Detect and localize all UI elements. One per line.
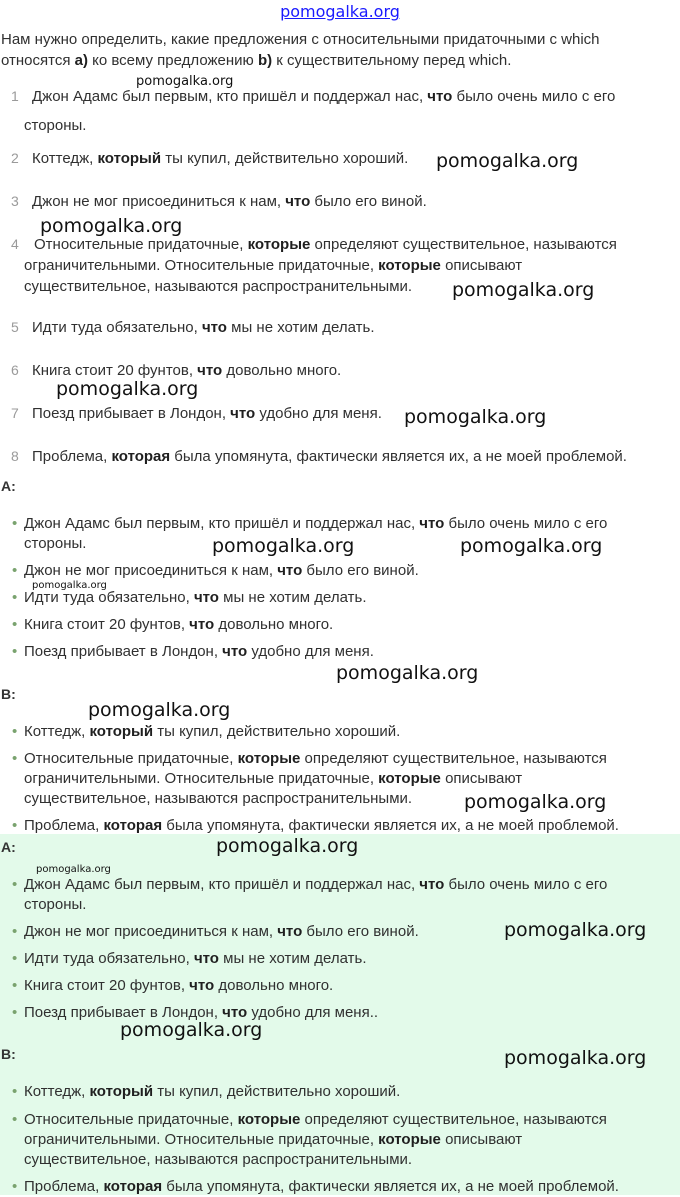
text: ограничительными. Относительные придаточные, — [24, 257, 379, 274]
item-number: 4 — [11, 236, 19, 252]
item-text — [24, 1082, 672, 1102]
text: Книга стоит 20 фунтов, — [24, 616, 190, 633]
watermark: pomogalka.org — [136, 74, 234, 89]
keyword: что — [277, 562, 303, 579]
item-text — [32, 403, 672, 424]
keyword: который — [89, 723, 154, 740]
text: Поезд прибывает в Лондон, — [32, 405, 231, 422]
watermark: pomogalka.org — [504, 1047, 647, 1069]
watermark: pomogalka.org — [120, 1019, 263, 1041]
bullet-icon: • — [12, 923, 18, 940]
text: ограничительными. Относительные придаточные, — [24, 1131, 379, 1148]
text: определяют существительное, называются — [310, 236, 617, 253]
text: довольно много. — [214, 616, 334, 633]
intro-b-marker: b) — [257, 52, 273, 69]
text: стороны. — [24, 117, 87, 134]
text: довольно много. — [214, 977, 334, 994]
text: Проблема, — [32, 448, 112, 465]
text: Идти туда обязательно, — [24, 950, 194, 967]
keyword: что — [285, 193, 311, 210]
text: описывают — [440, 770, 523, 787]
item-text — [32, 191, 672, 212]
bullet-icon: • — [12, 589, 18, 606]
intro-text: относятся — [1, 52, 75, 69]
item-text — [24, 561, 672, 581]
keyword: что — [193, 589, 219, 606]
watermark: pomogalka.org — [56, 378, 199, 400]
bullet-icon: • — [12, 723, 18, 740]
text: Книга стоит 20 фунтов, — [24, 977, 190, 994]
item-number: 1 — [11, 88, 19, 104]
text: описывают — [440, 257, 523, 274]
bullet-icon: • — [12, 1111, 18, 1128]
bullet-icon: • — [12, 643, 18, 660]
item-number: 5 — [11, 319, 19, 335]
text: стороны. — [24, 535, 87, 552]
text: Идти туда обязательно, — [24, 589, 194, 606]
keyword: что — [193, 950, 219, 967]
text: была упомянута, фактически является их, а не моей проблемой. — [162, 817, 619, 834]
keyword: который — [97, 150, 162, 167]
text: Джон не мог присоединиться к нам, — [24, 923, 278, 940]
text: было его виной. — [302, 562, 419, 579]
item-text — [24, 1177, 672, 1197]
item-text — [32, 446, 672, 467]
text: ты купил, действительно хороший. — [153, 1083, 401, 1100]
site-link[interactable]: pomogalka.org — [280, 2, 400, 21]
keyword: которые — [237, 1111, 301, 1128]
text: Поезд прибывает в Лондон, — [24, 1004, 223, 1021]
task-intro — [1, 29, 677, 71]
keyword: что — [189, 616, 215, 633]
text: Книга стоит 20 фунтов, — [32, 362, 198, 379]
text: стороны. — [24, 896, 87, 913]
keyword: что — [419, 876, 445, 893]
intro-line-1: Нам нужно определить, какие предложения с относительными придаточными с which — [1, 31, 600, 48]
keyword: что — [197, 362, 223, 379]
keyword: которая — [103, 817, 163, 834]
item-text — [24, 722, 672, 742]
group-a-header: A: — [1, 839, 16, 855]
item-text — [24, 1110, 672, 1170]
text: удобно для меня. — [247, 643, 374, 660]
keyword: что — [189, 977, 215, 994]
item-text — [24, 816, 672, 836]
text: удобно для меня.. — [247, 1004, 379, 1021]
item-number: 8 — [11, 448, 19, 464]
text: описывают — [440, 1131, 523, 1148]
item-text — [24, 82, 664, 140]
text: Относительные придаточные, — [24, 1111, 238, 1128]
bullet-icon: • — [12, 1178, 18, 1195]
watermark: pomogalka.org — [212, 535, 355, 557]
watermark: pomogalka.org — [40, 215, 183, 237]
keyword: что — [230, 405, 256, 422]
keyword: которые — [378, 257, 441, 274]
keyword: что — [427, 88, 453, 105]
item-number: 6 — [11, 362, 19, 378]
text: было очень мило с его — [444, 876, 608, 893]
watermark: pomogalka.org — [88, 699, 231, 721]
keyword: что — [277, 923, 303, 940]
text: довольно много. — [222, 362, 342, 379]
item-text — [24, 949, 672, 969]
watermark: pomogalka.org — [36, 864, 111, 875]
watermark: pomogalka.org — [460, 535, 603, 557]
text: Джон Адамс был первым, кто пришёл и поддержал нас, — [32, 88, 428, 105]
bullet-icon: • — [12, 977, 18, 994]
watermark: pomogalka.org — [32, 580, 107, 591]
item-text — [24, 976, 672, 996]
text: удобно для меня. — [255, 405, 382, 422]
keyword: которая — [103, 1178, 163, 1195]
text: была упомянута, фактически является их, а не моей проблемой. — [162, 1178, 619, 1195]
text: Проблема, — [24, 817, 104, 834]
group-b-header: B: — [1, 1046, 16, 1062]
keyword: который — [89, 1083, 154, 1100]
keyword: которые — [237, 750, 301, 767]
intro-text: ко всему предложению — [87, 52, 258, 69]
bullet-icon: • — [12, 1083, 18, 1100]
bullet-icon: • — [12, 750, 18, 767]
text: мы не хотим делать. — [218, 589, 367, 606]
bullet-icon: • — [12, 515, 18, 532]
item-text — [24, 875, 672, 915]
text: ты купил, действительно хороший. — [161, 150, 409, 167]
keyword: которая — [111, 448, 171, 465]
text: Джон Адамс был первым, кто пришёл и поддержал нас, — [24, 515, 420, 532]
text: было его виной. — [302, 923, 419, 940]
bullet-icon: • — [12, 616, 18, 633]
text: Джон не мог присоединиться к нам, — [24, 562, 278, 579]
watermark: pomogalka.org — [464, 791, 607, 813]
item-text — [24, 615, 672, 635]
keyword: что — [222, 643, 248, 660]
watermark: pomogalka.org — [216, 835, 359, 857]
bullet-icon: • — [12, 876, 18, 893]
watermark: pomogalka.org — [336, 662, 479, 684]
text: определяют существительное, называются — [300, 750, 607, 767]
text: Проблема, — [24, 1178, 104, 1195]
bullet-icon: • — [12, 562, 18, 579]
intro-a-marker: a) — [74, 52, 88, 69]
text: мы не хотим делать. — [218, 950, 367, 967]
text: Джон Адамс был первым, кто пришёл и поддержал нас, — [24, 876, 420, 893]
text: Коттедж, — [32, 150, 98, 167]
bullet-icon: • — [12, 950, 18, 967]
watermark: pomogalka.org — [404, 406, 547, 428]
watermark: pomogalka.org — [452, 279, 595, 301]
keyword: что — [201, 319, 227, 336]
text: было его виной. — [310, 193, 427, 210]
text: было очень мило с его — [452, 88, 616, 105]
item-number: 2 — [11, 150, 19, 166]
text: Коттедж, — [24, 723, 90, 740]
text: Идти туда обязательно, — [32, 319, 202, 336]
text: ты купил, действительно хороший. — [153, 723, 401, 740]
text: ограничительными. Относительные придаточные, — [24, 770, 379, 787]
watermark: pomogalka.org — [436, 150, 579, 172]
text: Поезд прибывает в Лондон, — [24, 643, 223, 660]
item-text — [24, 642, 672, 662]
text: мы не хотим делать. — [226, 319, 375, 336]
text: Джон не мог присоединиться к нам, — [32, 193, 286, 210]
item-number: 3 — [11, 193, 19, 209]
text: было очень мило с его — [444, 515, 608, 532]
bullet-icon: • — [12, 1004, 18, 1021]
keyword: которые — [378, 1131, 441, 1148]
keyword: которые — [378, 770, 441, 787]
keyword: что — [419, 515, 445, 532]
item-text — [24, 588, 672, 608]
text: существительное, называются распространительными. — [24, 278, 413, 295]
group-a-header: A: — [1, 478, 16, 494]
text: Относительные придаточные, — [34, 236, 248, 253]
intro-text: к существительному перед which. — [272, 52, 512, 69]
keyword: что — [222, 1004, 248, 1021]
item-text — [32, 317, 672, 338]
bullet-icon: • — [12, 817, 18, 834]
text: была упомянута, фактически является их, а не моей проблемой. — [170, 448, 627, 465]
item-number: 7 — [11, 405, 19, 421]
group-b-header: B: — [1, 686, 16, 702]
text: Относительные придаточные, — [24, 750, 238, 767]
text: существительное, называются распространительными. — [24, 1151, 413, 1168]
watermark: pomogalka.org — [504, 919, 647, 941]
text: существительное, называются распространительными. — [24, 790, 413, 807]
keyword: которые — [247, 236, 311, 253]
text: Коттедж, — [24, 1083, 90, 1100]
text: определяют существительное, называются — [300, 1111, 607, 1128]
